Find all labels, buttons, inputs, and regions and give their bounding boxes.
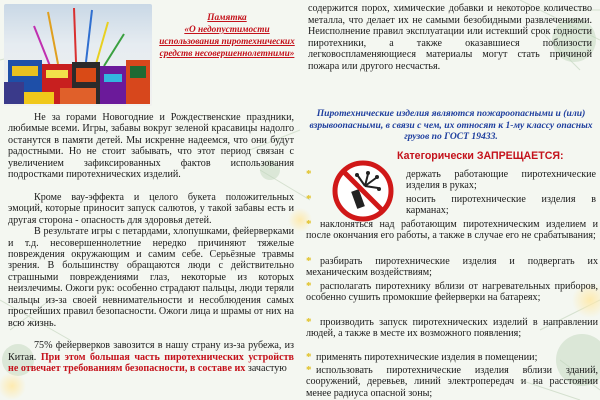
import-text-tail: зачастую: [247, 363, 287, 375]
star-bullet-icon: *: [306, 351, 312, 363]
star-bullet-icon: *: [306, 364, 312, 376]
right-column: [302, 0, 600, 400]
star-bullet-icon: *: [306, 193, 312, 205]
star-bullet-icon: *: [306, 280, 312, 292]
hazard-class-note: Пиротехнические изделия являются пожароопасными и (или) взрывоопасными, в связи с чем, их относят к 1-му классу опасных грузов по ГОСТ 19433.: [309, 108, 593, 143]
paragraph-import: [8, 340, 294, 374]
leaflet-title: [158, 12, 296, 60]
list-item: * разбирать пиротехнические изделия и подвергать их механическим воздействиям;: [306, 255, 598, 279]
list-item: * наклоняться над работающим пиротехническим изделием и после окончания его работы, а также в случае его не срабатывания;: [306, 218, 598, 242]
list-item: * носить пиротехнические изделия в карманах;: [306, 193, 596, 217]
star-bullet-icon: *: [306, 218, 312, 230]
left-body-text: [8, 112, 294, 375]
star-bullet-icon: *: [306, 255, 312, 267]
star-bullet-icon: *: [306, 168, 312, 180]
list-item: * использовать пиротехнические изделия вблизи зданий, сооружений, деревьев, линий электропередач и на расстоянии менее радиуса опасной зоны;: [306, 364, 598, 399]
safety-warning-highlight: При этом большая часть пиротехнических устройств не отвечает требованиям безопасности, в составе их: [8, 351, 294, 375]
list-item: * применять пиротехнические изделия в помещении;: [306, 351, 538, 363]
title-line-2: «О недопустимости использования пиротехнических средств несовершеннолетними»: [159, 25, 295, 60]
fireworks-photo: [4, 4, 152, 106]
forbidden-heading: Категорически ЗАПРЕЩАЕТСЯ:: [397, 150, 564, 162]
paragraph-wow-effect: Кроме вау-эффекта и целого букета положительных эмоций, которые приносит запуск салютов, у такой забавы есть и другая сторона - опасность для здоровья детей.: [8, 191, 294, 226]
continuation-paragraph: содержится порох, химические добавки и некоторое количество металла, что делает их не самыми безобидными развлечениями. Неисполнение правил эксплуатации или истекший срок годности пиротехники, а также оказавшиеся поблизости легковоспламеняющиеся материалы могут стать причиной пожара или другого несчастья.: [308, 3, 592, 72]
title-line-1: Памятка: [207, 13, 247, 23]
list-item: * производить запуск пиротехнических изделий в направлении людей, а также в месте их возможного появления;: [306, 316, 598, 340]
paragraph-injuries: В результате игры с петардами, хлопушками, фейерверками и т.д. несовершеннолетние нередко причиняют тяжелые повреждения окружающим и самим себе. Серьёзные травмы зрения. В большинству обращаются люди с действительно страшными повреждениями глаз, некоторые из которых неизлечимы. Ожоги рук: особенно страдают пальцы, люди теряли пальцы из-за своей невнимательности и несоблюдения самых простейших правил безопасности. Ожоги лица и шрамы от них на всю жизнь.: [8, 226, 294, 329]
list-item: * располагать пиротехнику вблизи от нагревательных приборов, особенно сушить промокшие фейерверки на батареях;: [306, 280, 598, 304]
import-text: 75% фейерверков завозится в нашу страну из-за рубежа, из Китая.: [8, 340, 294, 363]
paragraph-intro: Не за горами Новогодние и Рождественские праздники, любимые всеми. Игры, забавы вокруг зеленой красавицы надолго останутся в памяти детей. Мы искренне надеемся, что они будут радостными. Но не стоит забывать, что этот период связан с увеличением зафиксированных фактов использования подростками пиротехнических изделий.: [8, 112, 294, 181]
list-item: * держать работающие пиротехнические изделия в руках;: [306, 168, 596, 192]
star-bullet-icon: *: [306, 316, 312, 328]
